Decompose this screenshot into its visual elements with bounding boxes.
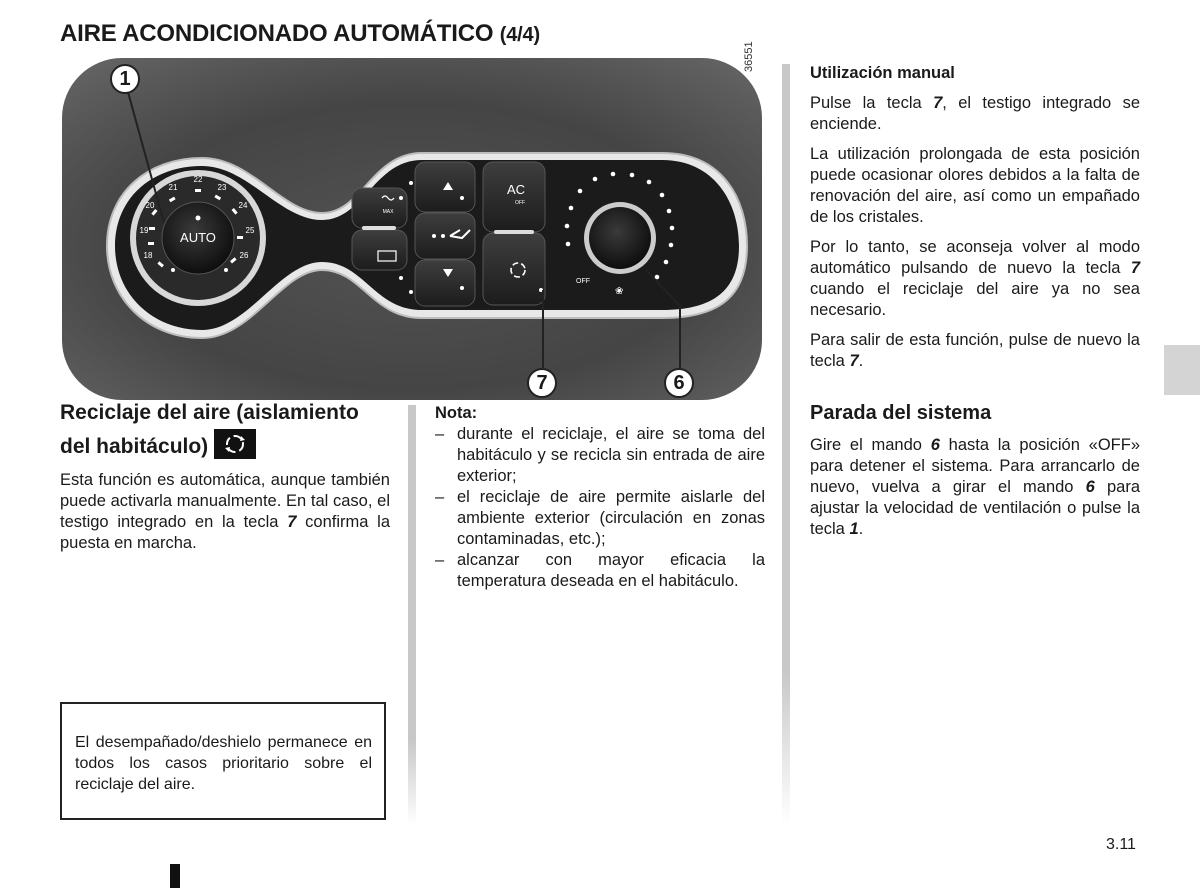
temp-26: 26	[239, 251, 249, 260]
left-column	[60, 396, 390, 554]
right-column	[810, 63, 1140, 540]
column-divider-left	[408, 405, 416, 825]
warning-text: El desempañado/deshielo permanece en todos los casos prioritario sobre el reciclaje del aire.	[75, 734, 372, 793]
svg-text:❀: ❀	[615, 286, 624, 297]
fan-off-label: OFF	[576, 278, 590, 285]
page-title: AIRE ACONDICIONADO AUTOMÁTICO (4/4)	[60, 20, 540, 47]
chapter-tab	[1164, 345, 1200, 395]
section-heading-recycle: Reciclaje del aire (aislamiento del habitáculo)	[60, 401, 359, 458]
temp-19: 19	[139, 226, 149, 235]
note-item: – el reciclaje de aire permite aislarle del ambiente exterior (circulación en zonas contaminadas, etc.);	[435, 488, 765, 548]
defrost-max-label: MAX	[382, 209, 394, 215]
crop-mark	[170, 864, 180, 888]
temp-20: 20	[145, 201, 155, 210]
figure-number: 36551	[743, 41, 755, 72]
temp-23: 23	[217, 183, 227, 192]
manual-p3: Por lo tanto, se aconseja volver al modo automático pulsando de nuevo la tecla 7 cuando el reciclaje del aire ya no sea necesario.	[810, 238, 1140, 319]
manual-p1: Pulse la tecla 7, el testigo integrado se enciende.	[810, 94, 1140, 133]
recycle-paragraph: Esta función es automática, aunque también puede activarla manualmente. En tal caso, el testigo integrado en la tecla 7 confirma la puesta en marcha.	[60, 471, 390, 552]
callout-7: 7	[527, 368, 557, 398]
manual-use-heading: Utilización manual	[810, 64, 955, 82]
recycle-icon	[214, 429, 256, 459]
temp-24: 24	[238, 201, 248, 210]
temp-25: 25	[245, 226, 255, 235]
climate-panel-illustration	[62, 58, 762, 400]
note-title: Nota:	[435, 404, 478, 422]
ac-label: AC	[506, 182, 526, 197]
note-item: – alcanzar con mayor eficacia la temperatura deseada en el habitáculo.	[435, 551, 765, 590]
stop-system-heading: Parada del sistema	[810, 402, 992, 424]
page-number: 3.11	[1106, 836, 1136, 853]
temp-21: 21	[168, 183, 178, 192]
auto-label: AUTO	[180, 230, 216, 245]
temp-18: 18	[143, 251, 153, 260]
manual-p4: Para salir de esta función, pulse de nuevo la tecla 7.	[810, 331, 1140, 370]
manual-p2: La utilización prolongada de esta posición puede ocasionar olores debidos a la falta de renovación del aire, así como un empañado de los cristales.	[810, 145, 1140, 226]
note-item: – durante el reciclaje, el aire se toma del habitáculo y se recicla sin entrada de aire exterior;	[435, 425, 765, 485]
temp-22: 22	[193, 175, 203, 184]
ac-off-label: OFF	[515, 200, 525, 206]
stop-system-paragraph: Gire el mando 6 hasta la posición «OFF» para detener el sistema. Para arrancarlo de nuevo, vuelva a girar el mando 6 para ajustar la velocidad de ventilación o pulse la tecla 1.	[810, 436, 1141, 538]
warning-box	[60, 702, 386, 820]
column-divider-right	[782, 64, 790, 824]
note-column	[435, 403, 765, 592]
callout-6: 6	[664, 368, 694, 398]
callout-1: 1	[110, 64, 140, 94]
